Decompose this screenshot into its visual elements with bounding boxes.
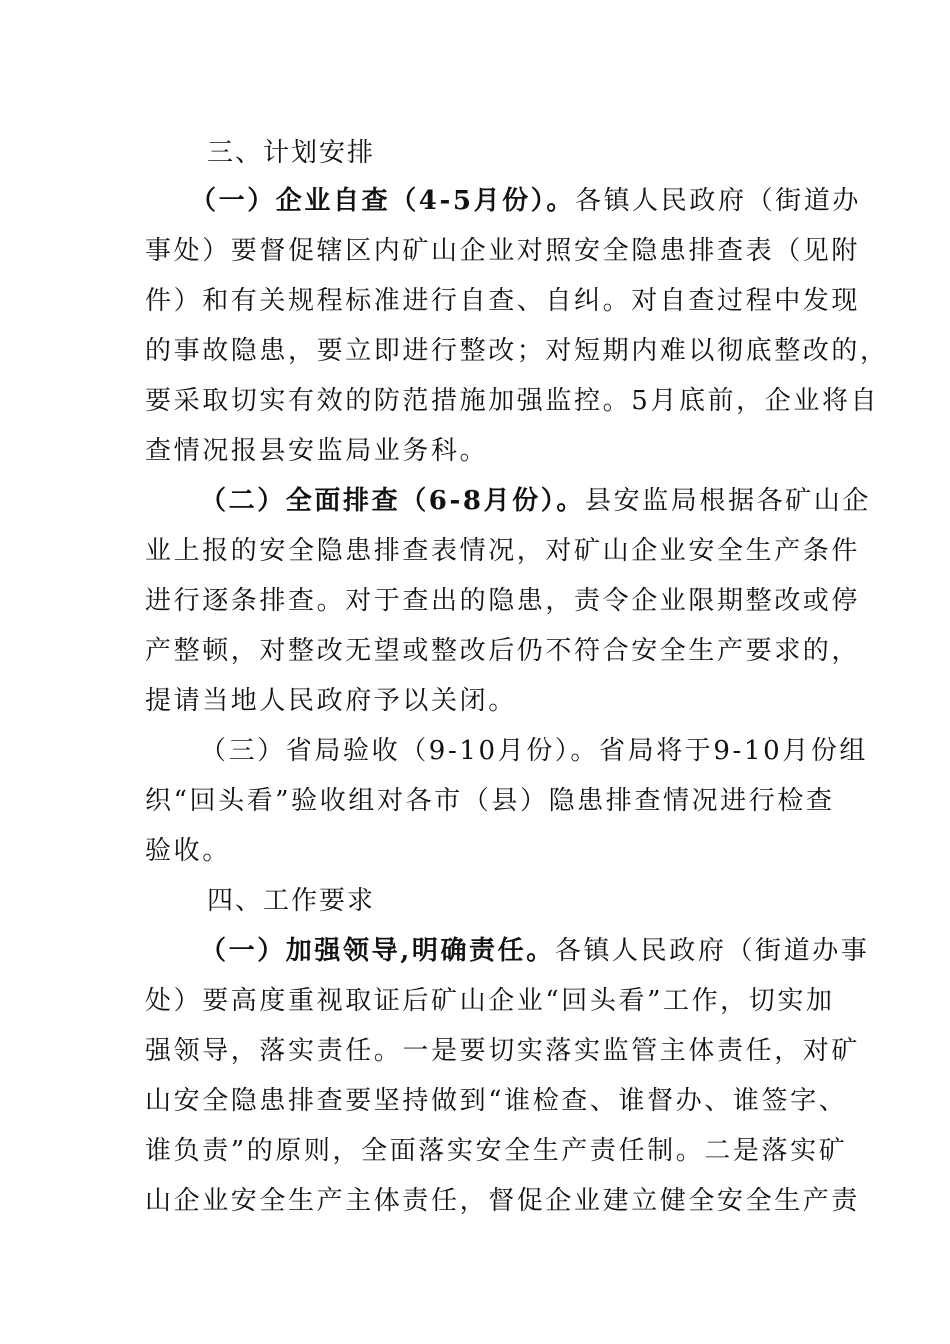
paragraph-line: 要采取切实有效的防范措施加强监控。5月底前，企业将自 bbox=[145, 386, 880, 416]
paragraph-line: 事处）要督促辖区内矿山企业对照安全隐患排查表（见附 bbox=[145, 236, 861, 266]
section-heading-requirements: 四、工作要求 bbox=[207, 886, 376, 916]
paragraph-line: 的事故隐患，要立即进行整改；对短期内难以彻底整改的， bbox=[145, 336, 889, 366]
paragraph-line: 验收。 bbox=[145, 836, 231, 866]
paragraph-text: 各镇人民政府（街道办事 bbox=[554, 936, 870, 966]
paragraph-lead-self-check: （一）企业自查（4-5月份）。 bbox=[190, 186, 575, 216]
paragraph-line bbox=[200, 481, 871, 521]
paragraph-line: 件）和有关规程标准进行自查、自纠。对自查过程中发现 bbox=[145, 286, 861, 316]
paragraph-line: 谁负责”的原则，全面落实安全生产责任制。二是落实矿 bbox=[145, 1136, 848, 1166]
paragraph-line: 处）要高度重视取证后矿山企业“回头看”工作，切实加 bbox=[145, 986, 835, 1016]
paragraph-line: 提请当地人民政府予以关闭。 bbox=[145, 686, 517, 716]
paragraph-line: 织“回头看”验收组对各市（县）隐患排查情况进行检查 bbox=[145, 786, 835, 816]
paragraph-line: 强领导，落实责任。一是要切实落实监管主体责任，对矿 bbox=[145, 1036, 861, 1066]
paragraph-text: 县安监局根据各矿山企 bbox=[584, 486, 871, 516]
paragraph-line: 产整顿，对整改无望或整改后仍不符合安全生产要求的， bbox=[145, 636, 861, 666]
paragraph-line: 进行逐条排查。对于查出的隐患，责令企业限期整改或停 bbox=[145, 586, 861, 616]
section-heading-plan: 三、计划安排 bbox=[207, 138, 376, 168]
paragraph-line bbox=[200, 931, 869, 971]
paragraph-line bbox=[190, 181, 861, 221]
paragraph-line: 山企业安全生产主体责任，督促企业建立健全安全生产责 bbox=[145, 1186, 861, 1216]
paragraph-text: 各镇人民政府（街道办 bbox=[574, 186, 861, 216]
paragraph-line: （三）省局验收（9-10月份）。省局将于9-10月份组 bbox=[200, 736, 869, 766]
paragraph-line: 山安全隐患排查要坚持做到“谁检查、谁督办、谁签字、 bbox=[145, 1086, 848, 1116]
paragraph-line: 业上报的安全隐患排查表情况，对矿山企业安全生产条件 bbox=[145, 536, 861, 566]
paragraph-line: 查情况报县安监局业务科。 bbox=[145, 436, 489, 466]
paragraph-lead-full-check: （二）全面排查（6-8月份）。 bbox=[200, 486, 585, 516]
paragraph-lead-leadership: （一）加强领导,明确责任。 bbox=[200, 936, 555, 966]
